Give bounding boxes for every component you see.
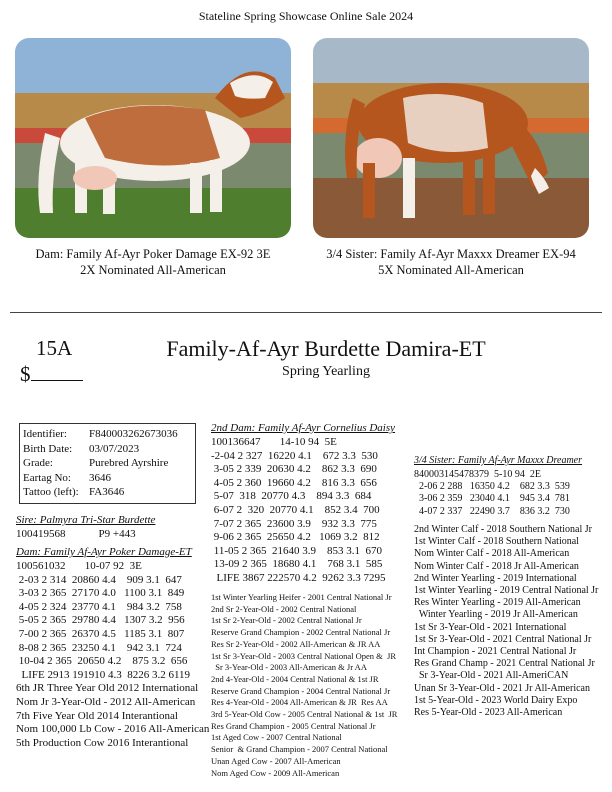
- sister-award: Sr 3-Year-Old - 2021 All-AmeriCAN: [414, 670, 569, 682]
- dam-caption-line1: Dam: Family Af-Ayr Poker Damage EX-92 3E: [35, 247, 271, 261]
- sister-awards: [414, 524, 598, 719]
- second-dam-award: Unan Aged Cow - 2007 All-American: [211, 755, 341, 766]
- sister-caption-line2: 5X Nominated All-American: [378, 263, 524, 277]
- dam-line: 7-00 2 365 26370 4.5 1185 3.1 807: [16, 627, 185, 640]
- sister-photo-caption: [310, 246, 592, 278]
- dam-line: 5-05 2 365 29780 4.4 1307 3.2 956: [16, 614, 185, 627]
- sister-award: Nom Winter Calf - 2018 All-American: [414, 548, 570, 560]
- dam-record-list: [16, 560, 209, 750]
- second-dam-line: 5-07 318 20770 4.3 894 3.3 684: [211, 490, 372, 503]
- id-row: [23, 427, 195, 442]
- sister-award: Res Winter Yearling - 2019 All-American: [414, 597, 581, 609]
- second-dam-awards: [211, 592, 397, 779]
- sister-photo: [313, 38, 589, 238]
- second-dam-award: Res Grand Champion - 2005 Central National Jr: [211, 720, 376, 731]
- sister-award: Unan Sr 3-Year-Old - 2021 Jr All-American: [414, 682, 590, 694]
- sister-award: 1st 5-Year-Old - 2023 World Dairy Expo: [414, 694, 578, 706]
- second-dam-award: 1st Aged Cow - 2007 Central National: [211, 732, 342, 743]
- id-value: 03/07/2023: [89, 442, 140, 455]
- second-dam-line: 6-07 2 320 20770 4.1 852 3.4 700: [211, 503, 380, 516]
- id-value: Purebred Ayrshire: [89, 457, 169, 469]
- second-dam-award: Sr 3-Year-Old - 2003 All-American & Jr AA: [211, 662, 367, 673]
- sister-record-list: [414, 469, 570, 518]
- second-dam-award: 3rd 5-Year-Old Cow - 2005 Central National & 1st JR: [211, 709, 398, 720]
- animal-name: Family-Af-Ayr Burdette Damira-ET: [166, 336, 486, 361]
- sister-award: Res Grand Champ - 2021 Central National Jr: [414, 658, 595, 670]
- id-row: [23, 471, 195, 486]
- sister-award: Winter Yearling - 2019 Jr All-American: [414, 609, 578, 621]
- sister-award: 1st Sr 3-Year-Old - 2021 Central National Jr: [414, 633, 592, 645]
- sister-award: 1st Winter Yearling - 2019 Central National Jr: [414, 585, 599, 597]
- second-dam-line: -2-04 2 327 16220 4.1 672 3.3 530: [211, 449, 378, 462]
- second-dam-award: Reserve Grand Champion - 2002 Central National Jr: [211, 627, 391, 638]
- second-dam-award: Reserve Grand Champion - 2004 Central National Jr: [211, 685, 391, 696]
- second-dam-line: 3-05 2 339 20630 4.2 862 3.3 690: [211, 463, 377, 476]
- dam-photo: [15, 38, 291, 238]
- dam-caption-line2: 2X Nominated All-American: [80, 263, 226, 277]
- sister-line: 4-07 2 337 22490 3.7 836 3.2 730: [414, 505, 570, 517]
- id-label: Birth Date:: [23, 442, 73, 455]
- sister-award: Res 5-Year-Old - 2023 All-American: [414, 707, 563, 719]
- second-dam-award: 1st Winter Yearling Heifer - 2001 Central National Jr: [211, 592, 392, 602]
- id-value: 3646: [89, 471, 111, 484]
- id-row: [23, 485, 195, 500]
- sister-line: 840003145478379 5-10 94 2E: [414, 469, 541, 480]
- sister-award: 1st Winter Calf - 2018 Southern National: [414, 536, 579, 548]
- sister-award: Nom Winter Calf - 2018 Jr All-American: [414, 560, 579, 572]
- sister-award: 2nd Winter Calf - 2018 Southern National Jr: [414, 524, 592, 535]
- dam-cow-illustration: [15, 38, 291, 238]
- dam-line: 7th Five Year Old 2014 Interantional: [16, 709, 178, 722]
- dam-photo-caption: [15, 246, 291, 278]
- second-dam-award: Senior & Grand Champion - 2007 Central National: [211, 744, 388, 755]
- sire-heading: Sire: Palmyra Tri-Star Burdette: [16, 514, 156, 526]
- price-prefix: $: [20, 362, 31, 386]
- lot-number: 15A: [36, 336, 73, 360]
- dam-line: 2-03 2 314 20860 4.4 909 3.1 647: [16, 573, 182, 586]
- sister-caption-line1: 3/4 Sister: Family Af-Ayr Maxxx Dreamer EX-94: [326, 247, 576, 261]
- sire-line: 100419568 P9 +443: [16, 528, 136, 540]
- dam-line: Nom 100,000 Lb Cow - 2016 All-American: [16, 723, 210, 736]
- dam-line: Nom Jr 3-Year-Old - 2012 All-American: [16, 695, 196, 708]
- dam-line: 100561032 10-07 92 3E: [16, 560, 142, 572]
- dam-line: 6th JR Three Year Old 2012 International: [16, 682, 199, 695]
- id-label: Identifier:: [23, 428, 67, 440]
- id-value: F840003262673036: [89, 428, 178, 440]
- identification-box: [19, 423, 196, 504]
- dam-line: 10-04 2 365 20650 4.2 875 3.2 656: [16, 655, 188, 668]
- dam-line: 8-08 2 365 23250 4.1 942 3.1 724: [16, 641, 182, 654]
- class-name: Spring Yearling: [282, 364, 370, 379]
- sister-cow-illustration: [313, 38, 589, 238]
- second-dam-award: 1st Sr 3-Year-Old - 2003 Central National Open & JR: [211, 650, 396, 661]
- second-dam-line: 7-07 2 365 23600 3.9 932 3.3 775: [211, 517, 377, 530]
- second-dam-award: Res 4-Year-Old - 2004 All-American & JR Res AA: [211, 697, 388, 708]
- sister-award: Int Champion - 2021 Central National Jr: [414, 646, 577, 658]
- id-value: FA3646: [89, 486, 125, 498]
- dam-line: 5th Production Cow 2016 Interantional: [16, 736, 189, 749]
- second-dam-award: Res Sr 2-Year-Old - 2002 All-American & JR AA: [211, 638, 381, 649]
- id-label: Grade:: [23, 457, 53, 469]
- second-dam-line: 13-09 2 365 18680 4.1 768 3.1 585: [211, 558, 383, 571]
- sister-award: 1st Sr 3-Year-Old - 2021 International: [414, 621, 567, 633]
- dam-line: 3-03 2 365 27170 4.0 1100 3.1 849: [16, 587, 185, 600]
- second-dam-record-list: [211, 436, 385, 586]
- section-divider: [10, 312, 602, 313]
- sister-heading: 3/4 Sister: Family Af-Ayr Maxxx Dreamer: [414, 455, 583, 466]
- sister-line: 2-06 2 288 16350 4.2 682 3.3 539: [414, 481, 570, 493]
- id-row: [23, 442, 195, 457]
- id-label: Eartag No:: [23, 471, 71, 484]
- second-dam-award: Nom Aged Cow - 2009 All-American: [211, 767, 340, 778]
- id-row: [23, 456, 195, 471]
- second-dam-line: LIFE 3867 222570 4.2 9262 3.3 7295: [211, 571, 386, 584]
- dam-line: LIFE 2913 191910 4.3 8226 3.2 6119: [16, 668, 191, 681]
- dam-heading: Dam: Family Af-Ayr Poker Damage-ET: [16, 546, 192, 558]
- second-dam-award: 1st Sr 2-Year-Old - 2002 Central National Jr: [211, 615, 362, 626]
- sister-award: 2nd Winter Yearling - 2019 International: [414, 572, 577, 584]
- second-dam-line: 100136647 14-10 94 5E: [211, 436, 337, 448]
- second-dam-line: 9-06 2 365 25650 4.2 1069 3.2 812: [211, 531, 380, 544]
- id-label: Tattoo (left):: [23, 486, 79, 498]
- sister-line: 3-06 2 359 23040 4.1 945 3.4 781: [414, 493, 570, 505]
- second-dam-line: 4-05 2 360 19660 4.2 816 3.3 656: [211, 476, 377, 489]
- second-dam-heading: 2nd Dam: Family Af-Ayr Cornelius Daisy: [211, 422, 396, 434]
- sale-title: Stateline Spring Showcase Online Sale 2024: [198, 9, 414, 23]
- second-dam-line: 11-05 2 365 21640 3.9 853 3.1 670: [211, 544, 383, 557]
- second-dam-award: 2nd 4-Year-Old - 2004 Central National & 1st JR: [211, 673, 379, 684]
- second-dam-award: 2nd Sr 2-Year-Old - 2002 Central National: [211, 603, 357, 614]
- dam-line: 4-05 2 324 23770 4.1 984 3.2 758: [16, 600, 182, 613]
